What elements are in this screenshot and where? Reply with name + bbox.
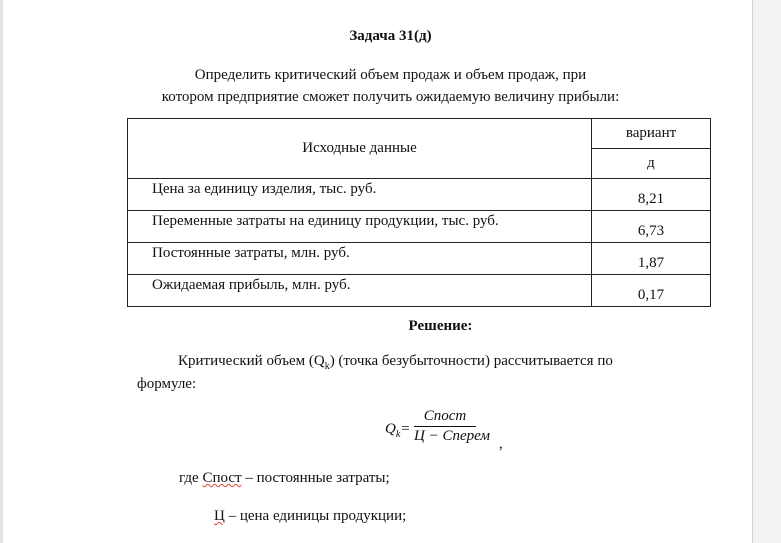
intro-line-1: Определить критический объем продаж и объем продаж, при: [194, 67, 587, 83]
formula-lhs: [385, 421, 410, 440]
definition-fixed-costs: [179, 470, 390, 487]
solution-text-line-1: [178, 353, 613, 372]
formula-comma: ,: [499, 436, 503, 452]
solution-heading: Решение:: [408, 318, 473, 334]
text-part: ) (точка безубыточности) рассчитывается по: [329, 353, 613, 369]
formula-equals: =: [400, 421, 411, 437]
header-variant-letter: [592, 149, 711, 179]
def-term: Ц: [214, 508, 225, 524]
row-label: Ожидаемая прибыль, млн. руб.: [128, 275, 592, 307]
subscript-k: k: [324, 361, 330, 372]
source-data-table: [127, 118, 711, 307]
intro-line-2: котором предприятие сможет получить ожидаемую величину прибыли:: [161, 89, 620, 105]
row-value: 1,87: [592, 243, 711, 275]
header-variant: вариант: [592, 119, 711, 149]
row-label: Цена за единицу изделия, тыс. руб.: [128, 179, 592, 211]
formula-numerator: Спост: [414, 408, 476, 427]
def-prefix: где: [179, 470, 203, 486]
row-value: 8,21: [592, 179, 711, 211]
solution-text-line-2: формуле:: [137, 376, 197, 392]
formula-fraction: [414, 408, 490, 445]
formula-denominator: Ц − Сперем: [414, 428, 490, 444]
formula-q-subscript: k: [395, 429, 401, 440]
table-header-row: [128, 119, 711, 149]
text-part: Критический объем (Q: [178, 353, 325, 369]
table-row: [128, 211, 711, 243]
table-row: [128, 179, 711, 211]
table-row: [128, 275, 711, 307]
table-row: [128, 243, 711, 275]
row-label: Переменные затраты на единицу продукции, тыс. руб.: [128, 211, 592, 243]
task-title: Задача 31(д): [349, 28, 432, 44]
def-rest: – постоянные затраты;: [241, 470, 390, 486]
row-value: 0,17: [592, 275, 711, 307]
variant-letter: д: [647, 155, 655, 171]
header-source-data: Исходные данные: [128, 119, 592, 179]
row-label: Постоянные затраты, млн. руб.: [128, 243, 592, 275]
formula-q: Q: [385, 421, 396, 437]
row-value: 6,73: [592, 211, 711, 243]
def-term: Спост: [202, 470, 242, 486]
def-rest: – цена единицы продукции;: [224, 508, 407, 524]
definition-unit-price: [214, 508, 406, 525]
